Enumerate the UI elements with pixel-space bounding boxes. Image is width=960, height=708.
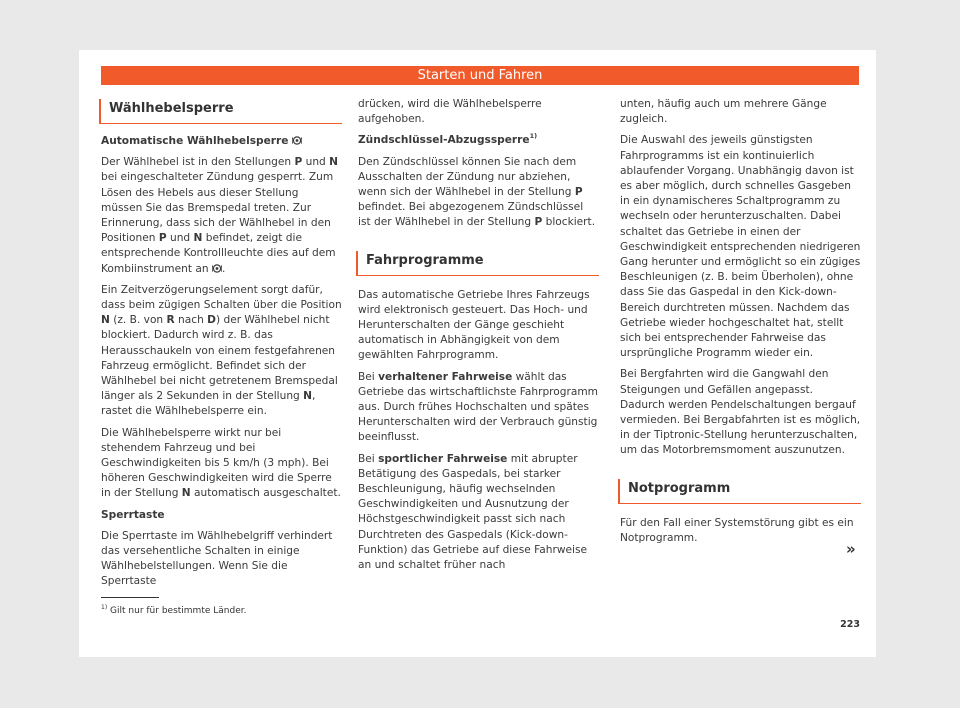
- paragraph-hill-driving: Bei Bergfahrten wird die Gangwahl den Steigungen und Gefällen angepasst. Dadurch werden Pendelschaltungen bergauf vermieden. Bei Bergabfahrten ist es möglich, in der Tiptronic-Stellung herunterzuschalten, um das Motorbremsmoment auszunutzen.: [620, 368, 861, 457]
- column-middle: [358, 97, 599, 579]
- column-left: [101, 97, 342, 596]
- paragraph-key-removal: Den Zündschlüssel können Sie nach dem Ausschalten der Zündung nur abziehen, wenn sich der Wählhebel in der Stellung P befindet. Bei abgezogenem Zündschlüssel ist der Wählhebel in der Stellung P blockiert.: [358, 155, 596, 229]
- paragraph-sperrtaste: Die Sperrtaste im Wählhebelgriff verhindert das versehentliche Schalten in einige Wählhebelstellungen. Wenn Sie die Sperrtaste: [101, 529, 333, 588]
- paragraph-moderate-driving: Bei verhaltener Fahrweise wählt das Getriebe das wirtschaftlichste Fahrprogramm aus. Durch frühes Hochschalten und spätes Herunterschalten wird der Verbrauch günstig beeinflusst.: [358, 370, 598, 444]
- paragraph-electronic-control: Das automatische Getriebe Ihres Fahrzeugs wird elektronisch gesteuert. Das Hoch- und Herunterschalten der Gänge geschieht automatisch in Abhängigkeit von dem gewählten Fahrprogramm.: [358, 288, 590, 362]
- subheading-zuendschluessel-abzugssperre: Zündschlüssel-Abzugssperre$^{1)}$: [358, 132, 538, 147]
- paragraph-emergency-program: Für den Fall einer Systemstörung gibt es ein Notprogramm.: [620, 516, 854, 544]
- section-heading-notprogramm: Notprogramm: [618, 479, 861, 504]
- footnote-divider: [101, 597, 159, 598]
- subheading-automatische-waehlhebelsperre: Automatische Wählhebelsperre: [101, 134, 342, 149]
- chapter-header: [101, 66, 859, 85]
- footnote-text: Gilt nur für bestimmte Länder.: [110, 606, 247, 616]
- footnote-marker: 1): [101, 604, 108, 611]
- paragraph-program-selection: Die Auswahl des jeweils günstigsten Fahrprogramms ist ein kontinuierlich ablaufender Vorgang. Unabhängig davon ist es aber möglich, durch schnelles Gasgeben in ein dynamischeres Schaltprogramm zu wechseln oder herunterzuschalten. Dabei schaltet das Getriebe in einen der Geschwindigkeit entsprechenden niedrigeren Gang herunter und ermöglicht so ein zügiges Beschleunigen (z. B. beim Überholen), ohne dass Sie das Gaspedal in den Kick-down-Bereich durchtreten müssen. Nachdem das Getriebe wieder hochgeschaltet hat, stellt sich bei entsprechender Fahrweise das ursprüngliche Programm wieder ein.: [620, 134, 861, 360]
- section-heading-fahrprogramme: Fahrprogramme: [356, 251, 599, 276]
- paragraph-sporty-driving: Bei sportlicher Fahrweise mit abrupter Betätigung des Gaspedals, bei starker Beschleunigung, häufig wechselnden Geschwindigkeiten und Ausnutzung der Höchstgeschwindigkeit passt sich nach Durchtreten des Gaspedals (Kick-down-Funktion) das Getriebe auf diese Fahrweise an und schaltet früher nach: [358, 452, 588, 572]
- gear-warning-lamp-icon: [212, 264, 222, 273]
- continue-marker: »: [846, 540, 856, 558]
- footnote: [101, 606, 246, 616]
- chapter-title: Starten und Fahren: [417, 68, 543, 83]
- paragraph-time-delay: Ein Zeitverzögerungselement sorgt dafür, dass beim zügigen Schalten über die Position N (z. B. von R nach D) der Wählhebel nicht blockiert. Dadurch wird z. B. das Herausschaukeln von einem festgefahrenen Fahrzeug ermöglicht. Befindet sich der Wählhebel bei nicht getretenem Bremspedal länger als 2 Sekunden in der Stellung N, rastet die Wählhebelsperre ein.: [101, 283, 342, 418]
- paragraph-continued: drücken, wird die Wählhebelsperre aufgehoben.: [358, 98, 542, 126]
- paragraph-lock-positions: Der Wählhebel ist in den Stellungen P und N bei eingeschalteter Zündung gesperrt. Zum Lösen des Hebels aus dieser Stellung müssen Sie das Bremspedal treten. Zur Erinnerung, dass sich der Wählhebel in den Positionen P und N befindet, zeigt die entsprechende Kontrollleuchte dies auf dem Kombiinstrument an .: [101, 156, 339, 275]
- paragraph-continued: unten, häufig auch um mehrere Gänge zugleich.: [620, 98, 827, 126]
- section-heading-waehlhebelsperre: Wählhebelsperre: [99, 99, 342, 124]
- paragraph-speed-limit: Die Wählhebelsperre wirkt nur bei stehendem Fahrzeug und bei Geschwindigkeiten bis 5 km/h (3 mph). Bei höheren Geschwindigkeiten wird die Sperre in der Stellung N automatisch ausgeschaltet.: [101, 426, 341, 500]
- page-number: 223: [840, 619, 860, 630]
- column-right: [620, 97, 861, 552]
- gear-warning-lamp-icon: [292, 136, 302, 145]
- footnote-reference: 1): [529, 132, 538, 141]
- subheading-sperrtaste: Sperrtaste: [101, 508, 165, 521]
